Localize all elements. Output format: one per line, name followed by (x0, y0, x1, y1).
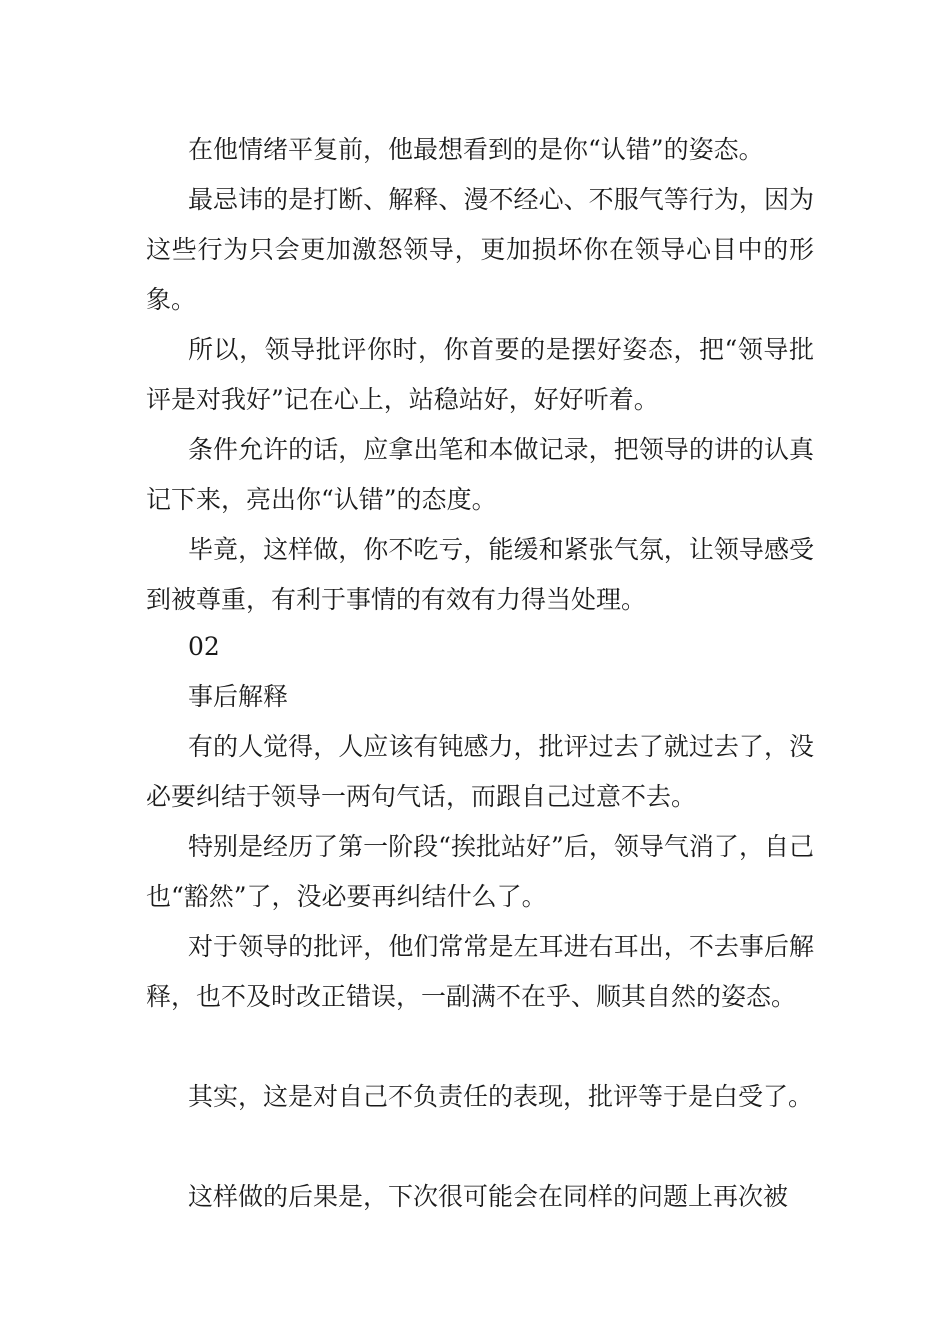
paragraph-12: 这样做的后果是，下次很可能会在同样的问题上再次被 (188, 1182, 789, 1211)
paragraph-3: 所以，领导批评你时，你首要的是摆好姿态，把“领导批评是对我好”记在心上，站稳站好，好好听着。 (146, 335, 814, 414)
section-heading: 事后解释 (188, 682, 289, 711)
paragraph-10: 对于领导的批评，他们常常是左耳进右耳出，不去事后解释，也不及时改正错误，一副满不在乎、顺其自然的姿态。 (146, 932, 814, 1011)
paragraph-11: 其实，这是对自己不负责任的表现，批评等于是白受了。 (188, 1082, 814, 1111)
paragraph-9: 特别是经历了第一阶段“挨批站好”后，领导气消了，自己也“豁然”了，没必要再纠结什么了。 (146, 832, 814, 911)
paragraph-8: 有的人觉得，人应该有钝感力，批评过去了就过去了，没必要纠结于领导一两句气话，而跟自己过意不去。 (146, 732, 814, 811)
paragraph-2: 最忌讳的是打断、解释、漫不经心、不服气等行为，因为这些行为只会更加激怒领导，更加损坏你在领导心目中的形象。 (146, 185, 814, 314)
paragraph-1: 在他情绪平复前，他最想看到的是你“认错”的姿态。 (188, 135, 764, 164)
paragraph-5: 毕竟，这样做，你不吃亏，能缓和紧张气氛，让领导感受到被尊重，有利于事情的有效有力得当处理。 (146, 535, 814, 614)
paragraph-4: 条件允许的话，应拿出笔和本做记录，把领导的讲的认真记下来，亮出你“认错”的态度。 (146, 435, 814, 514)
section-number: 02 (188, 632, 220, 661)
